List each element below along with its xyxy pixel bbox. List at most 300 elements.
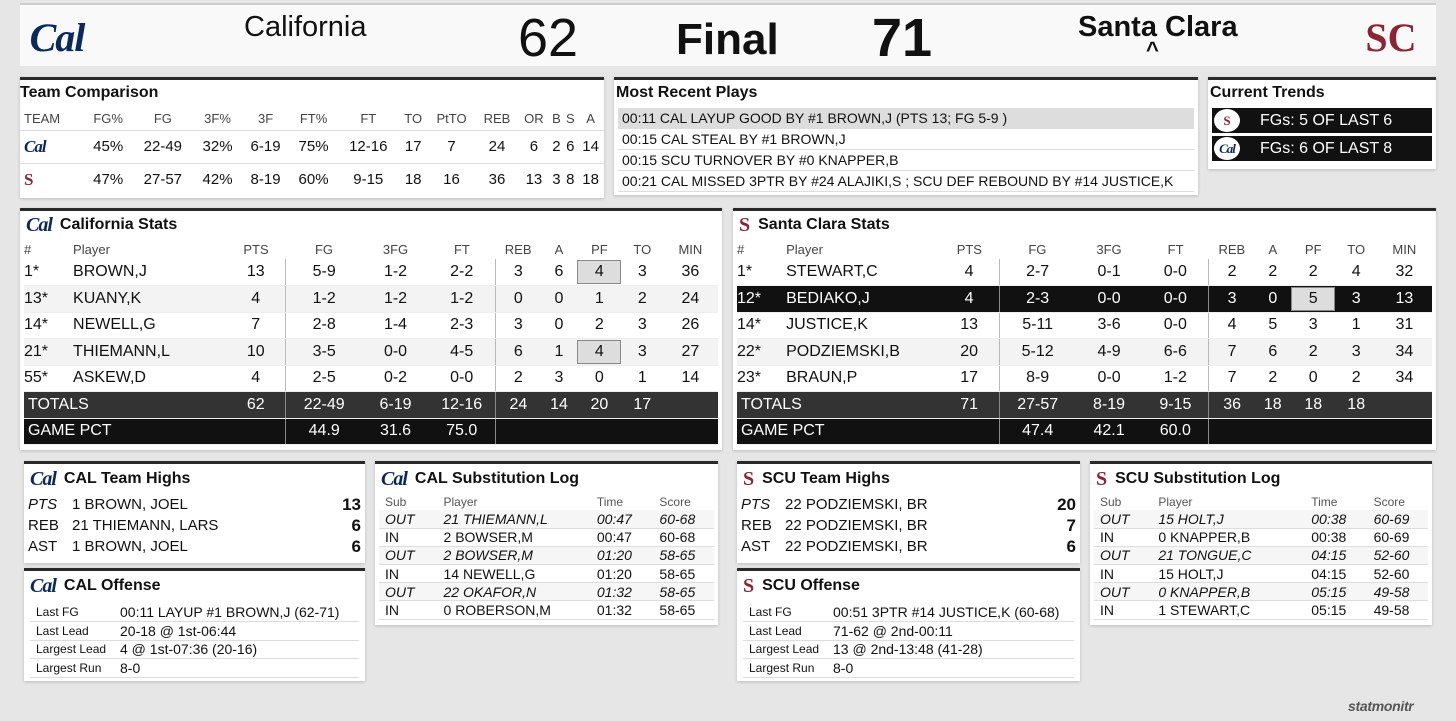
- high-row: [737, 494, 1080, 515]
- stat-cell: 0-0: [1142, 286, 1209, 313]
- scu-logo-icon: S: [743, 467, 755, 490]
- stat-cell: 2-7: [999, 259, 1076, 286]
- offense-row: [743, 659, 1074, 678]
- sub-row: [1094, 510, 1428, 528]
- cal-logo-icon: Cal: [381, 467, 407, 490]
- col-header: S: [565, 111, 575, 127]
- pct-cell: 60.0: [1142, 418, 1209, 445]
- stat-cell: 3: [622, 339, 663, 366]
- sub-cell: 49-58: [1368, 601, 1428, 619]
- offense-label: Last Lead: [30, 622, 114, 641]
- stat-cell: 0: [541, 312, 577, 339]
- stat-cell: 0: [1291, 365, 1336, 392]
- stat-cell: 13*: [24, 286, 73, 313]
- offense-value: 00:51 3PTR #14 JUSTICE,K (60-68): [827, 603, 1074, 622]
- stat-cell: 5-11: [999, 312, 1076, 339]
- santa-clara-stats-table: [737, 239, 1432, 445]
- stat-cell: 1-2: [362, 259, 428, 286]
- stat-cell: 24: [663, 286, 718, 313]
- trend-item: [1212, 136, 1432, 161]
- offense-label: Largest Run: [743, 659, 827, 678]
- current-trends-panel: [1208, 77, 1436, 169]
- stat-cell: 6-19: [242, 130, 290, 163]
- col-header: Player: [786, 241, 823, 257]
- sub-cell: 49-58: [1368, 583, 1428, 601]
- stat-cell: 0-0: [429, 365, 495, 392]
- play-item: 00:15 SCU TURNOVER BY #0 KNAPPER,B: [618, 150, 1194, 171]
- totals-row: [737, 392, 1432, 419]
- panel-title: [733, 211, 1436, 239]
- stat-cell: 12-16: [338, 130, 399, 163]
- stat-cell: 1-2: [429, 286, 495, 313]
- play-item: 00:15 CAL STEAL BY #1 BROWN,J: [618, 129, 1194, 150]
- stat-cell: 17: [940, 365, 999, 392]
- totals-cell: 36: [1209, 392, 1255, 419]
- scu-logo-icon: S: [1214, 109, 1240, 132]
- sub-cell: 0 KNAPPER,B: [1152, 583, 1305, 601]
- sub-cell: 05:15: [1305, 601, 1367, 619]
- panel-title-text: Santa Clara Stats: [758, 216, 890, 233]
- stat-cell: 4-5: [429, 339, 495, 366]
- pct-cell: 31.6: [362, 418, 428, 445]
- col-header: 3FG: [1096, 241, 1122, 257]
- stats-header-row: [737, 239, 1432, 259]
- stat-cell: 4-9: [1076, 339, 1143, 366]
- scu-highs-table: [737, 494, 1080, 557]
- col-header: A: [586, 111, 595, 127]
- stat-cell: 36: [663, 259, 718, 286]
- cal-offense-panel: [24, 568, 365, 681]
- player-row[interactable]: [24, 365, 718, 392]
- player-row[interactable]: [24, 339, 718, 366]
- sub-cell: 60-69: [1368, 528, 1428, 546]
- cal-team-highs-panel: [24, 461, 365, 563]
- sub-cell: OUT: [379, 546, 438, 564]
- panel-title: [24, 571, 365, 601]
- player-name: 22 PODZIEMSKI, BR: [785, 496, 928, 513]
- offense-value: 00:11 LAYUP #1 BROWN,J (62-71): [114, 603, 359, 622]
- stat-cell: 26: [663, 312, 718, 339]
- sub-cell: 1 STEWART,C: [1152, 601, 1305, 619]
- stat-cell: 4: [226, 286, 285, 313]
- sub-row: [1094, 528, 1428, 546]
- stat-cell: 0-0: [1142, 312, 1209, 339]
- stat-cell: 8-19: [242, 163, 290, 196]
- totals-cell: 71: [940, 392, 999, 419]
- col-header: Player: [73, 241, 110, 257]
- stat-cell: 2-8: [286, 312, 363, 339]
- sub-cell: 00:47: [591, 510, 654, 528]
- stat-cell: 34: [1377, 365, 1432, 392]
- cal-logo: Cal: [29, 14, 85, 60]
- stat-cell: NEWELL,G: [73, 312, 226, 339]
- totals-cell: 12-16: [429, 392, 495, 419]
- sub-row: [1094, 583, 1428, 601]
- stat-cell: 4: [940, 286, 999, 313]
- col-header: OR: [524, 111, 544, 127]
- high-row: [24, 515, 365, 536]
- stat-cell: 31: [1377, 312, 1432, 339]
- panel-title-text: CAL Substitution Log: [414, 470, 580, 487]
- player-row[interactable]: [737, 365, 1432, 392]
- stat-cell: 2: [1255, 259, 1291, 286]
- sub-cell: 58-65: [653, 583, 714, 601]
- totals-cell: 17: [622, 392, 663, 419]
- sub-cell: 0 KNAPPER,B: [1152, 528, 1305, 546]
- stat-value: 20: [1057, 494, 1076, 514]
- sub-row: [379, 546, 714, 564]
- player-row[interactable]: [737, 259, 1432, 286]
- stat-cell: 1-2: [286, 286, 363, 313]
- offense-row: [743, 603, 1074, 622]
- panel-title: [375, 464, 718, 494]
- col-header: MIN: [1392, 241, 1417, 257]
- stat-cell: 13: [940, 312, 999, 339]
- totals-cell: 9-15: [1142, 392, 1209, 419]
- sub-cell: IN: [1094, 601, 1152, 619]
- player-row[interactable]: [24, 259, 718, 286]
- stat-cell: 2-5: [286, 365, 363, 392]
- sub-cell: OUT: [1094, 583, 1152, 601]
- panel-title: Team Comparison: [20, 84, 159, 101]
- stat-cell: 32: [1377, 259, 1432, 286]
- col-header: A: [1268, 241, 1278, 257]
- totals-cell: 18: [1255, 392, 1291, 419]
- team-logo-cell: [20, 163, 84, 196]
- stat-cell: 5: [1255, 312, 1291, 339]
- sub-cell: IN: [1094, 565, 1152, 583]
- stat-cell: 16: [427, 163, 475, 196]
- stat-cell: 3-6: [1076, 312, 1143, 339]
- sub-row: [379, 583, 714, 601]
- sub-row: [379, 510, 714, 528]
- col-header: FG: [314, 241, 333, 257]
- stat-cell: 4: [940, 259, 999, 286]
- col-header: Sub: [1100, 495, 1122, 509]
- stat-cell: 0: [1255, 286, 1291, 313]
- player-row[interactable]: [24, 286, 718, 313]
- col-header: FG: [153, 111, 172, 127]
- col-header: REB: [504, 241, 532, 257]
- sub-cell: 52-60: [1368, 565, 1428, 583]
- panel-title: Current Trends: [1210, 84, 1325, 101]
- stat-cell: 2: [1255, 365, 1291, 392]
- player-row[interactable]: [737, 312, 1432, 339]
- stat-label: PTS: [741, 496, 771, 513]
- scu-substitution-table: [1094, 494, 1428, 620]
- stat-cell: 3: [495, 259, 541, 286]
- panel-title: [737, 464, 1080, 494]
- stat-cell: 2-2: [429, 259, 495, 286]
- sub-cell: 58-65: [653, 601, 714, 619]
- stat-cell: 0: [577, 365, 622, 392]
- sub-cell: 04:15: [1305, 565, 1367, 583]
- cal-logo-icon: Cal: [1214, 137, 1240, 160]
- high-row: [24, 536, 365, 557]
- high-row: [737, 536, 1080, 557]
- stat-cell: 4: [1209, 312, 1255, 339]
- col-header: Score: [1373, 495, 1405, 509]
- stat-cell: 3: [495, 312, 541, 339]
- stat-cell: 22-49: [132, 130, 193, 163]
- col-header: REB: [483, 111, 511, 127]
- stat-cell: BEDIAKO,J: [786, 286, 940, 313]
- stat-cell: 3: [1336, 339, 1377, 366]
- stat-value: 6: [351, 536, 361, 556]
- sub-cell: 01:20: [591, 546, 654, 564]
- stat-value: 6: [351, 515, 361, 535]
- col-header: FT: [360, 111, 377, 127]
- stat-label: REB: [741, 517, 772, 534]
- stat-cell: 6-6: [1142, 339, 1209, 366]
- sub-cell: IN: [379, 528, 438, 546]
- stat-cell: 1*: [737, 259, 786, 286]
- stat-cell: 20: [940, 339, 999, 366]
- away-team-name: Santa Clara: [1078, 11, 1238, 43]
- offense-label: Last Lead: [743, 622, 827, 641]
- home-score: 62: [518, 8, 579, 68]
- scoreboard-header: [20, 3, 1436, 66]
- panel-title-text: SCU Team Highs: [762, 470, 890, 487]
- sub-row: [379, 528, 714, 546]
- stat-label: PTS: [28, 496, 58, 513]
- stat-cell: 9-15: [338, 163, 399, 196]
- offense-label: Largest Run: [30, 659, 114, 678]
- foul-trouble-badge: 4: [577, 340, 621, 364]
- panel-title-text: SCU Substitution Log: [1115, 470, 1281, 487]
- sub-cell: 52-60: [1368, 546, 1428, 564]
- offense-row: [30, 640, 359, 659]
- col-header: MIN: [678, 241, 703, 257]
- offense-label: Largest Lead: [30, 640, 114, 659]
- stat-cell: 5-12: [999, 339, 1076, 366]
- player-row[interactable]: [737, 339, 1432, 366]
- stat-cell: THIEMANN,L: [73, 339, 226, 366]
- col-header: FT%: [299, 111, 328, 127]
- sub-cell: 22 OKAFOR,N: [438, 583, 591, 601]
- stat-cell: 55*: [24, 365, 73, 392]
- sub-cell: 60-68: [653, 510, 714, 528]
- stat-label: AST: [741, 538, 771, 555]
- stat-cell: 60%: [290, 163, 338, 196]
- stat-cell: 0: [495, 286, 541, 313]
- stat-cell: 7: [1209, 365, 1255, 392]
- panel-title: [1090, 464, 1432, 494]
- stat-cell: 14: [577, 130, 604, 163]
- stat-cell: 1-2: [362, 286, 428, 313]
- stat-cell: 75%: [290, 130, 338, 163]
- sub-row: [379, 565, 714, 583]
- stat-cell: 2: [1336, 365, 1377, 392]
- col-header: 3FG: [382, 241, 409, 257]
- offense-value: 8-0: [827, 659, 1074, 678]
- stat-cell: [1291, 286, 1336, 313]
- sub-cell: IN: [379, 565, 438, 583]
- game-status: Final: [676, 15, 779, 64]
- scu-substitution-log-panel: [1090, 461, 1432, 625]
- player-row[interactable]: [24, 312, 718, 339]
- statmonitr-logo[interactable]: statmonitr: [1348, 698, 1414, 714]
- california-stats-panel: [20, 208, 722, 450]
- stat-cell: ASKEW,D: [73, 365, 226, 392]
- stat-cell: 32%: [194, 130, 242, 163]
- col-header: FG: [1028, 241, 1047, 257]
- stat-cell: 4: [226, 365, 285, 392]
- totals-cell: 62: [226, 392, 285, 419]
- sub-cell: 14 NEWELL,G: [438, 565, 591, 583]
- team-logo-cell: [20, 130, 84, 163]
- sub-cell: 15 HOLT,J: [1152, 565, 1305, 583]
- stat-cell: 3: [550, 163, 564, 196]
- panel-title-text: CAL Offense: [63, 577, 161, 594]
- totals-cell: 6-19: [362, 392, 428, 419]
- high-row: [737, 515, 1080, 536]
- scu-logo: SC: [1365, 14, 1417, 60]
- stat-cell: 3: [1209, 286, 1255, 313]
- stat-cell: 8: [563, 163, 577, 196]
- stat-cell: 18: [399, 163, 428, 196]
- stat-cell: STEWART,C: [786, 259, 940, 286]
- expand-caret-icon[interactable]: ^: [1146, 37, 1159, 62]
- pct-cell: 42.1: [1076, 418, 1143, 445]
- offense-value: 8-0: [114, 659, 359, 678]
- panel-title: Most Recent Plays: [616, 84, 758, 101]
- scu-logo-icon: S: [24, 169, 34, 189]
- player-name: 22 PODZIEMSKI, BR: [785, 517, 928, 534]
- totals-label: TOTALS: [24, 392, 226, 419]
- stat-cell: 0-0: [1142, 259, 1209, 286]
- sub-cell: 01:32: [591, 583, 654, 601]
- stat-cell: 1-4: [362, 312, 428, 339]
- subs-header-row: [1094, 494, 1428, 510]
- player-name: 21 THIEMANN, LARS: [72, 517, 219, 534]
- stat-cell: JUSTICE,K: [786, 312, 940, 339]
- stat-label: REB: [28, 517, 59, 534]
- scu-logo-icon: S: [739, 213, 751, 236]
- stat-cell: 22*: [737, 339, 786, 366]
- stat-cell: 13: [518, 163, 549, 196]
- scu-team-highs-panel: [737, 461, 1080, 563]
- home-team-name: California: [244, 11, 367, 43]
- stat-value: 6: [1066, 536, 1076, 556]
- pct-cell: 75.0: [429, 418, 495, 445]
- col-header: PF: [1304, 241, 1322, 257]
- sub-cell: 58-65: [653, 546, 714, 564]
- col-header: #: [737, 241, 745, 257]
- player-row[interactable]: [737, 286, 1432, 313]
- offense-row: [30, 603, 359, 622]
- col-header: A: [554, 241, 564, 257]
- stat-cell: 6: [495, 339, 541, 366]
- player-name: 1 BROWN, JOEL: [72, 538, 188, 555]
- sub-cell: 00:47: [591, 528, 654, 546]
- stat-cell: 1: [622, 365, 663, 392]
- stat-cell: 1: [541, 339, 577, 366]
- stat-label: AST: [28, 538, 58, 555]
- offense-label: Largest Lead: [743, 640, 827, 659]
- col-header: Player: [443, 495, 478, 509]
- stat-value: 7: [1066, 515, 1076, 535]
- sub-cell: 01:32: [591, 601, 654, 619]
- stat-cell: 0-2: [362, 365, 428, 392]
- sub-cell: 2 BOWSER,M: [438, 546, 591, 564]
- stat-cell: 27: [663, 339, 718, 366]
- stat-cell: 2: [577, 312, 622, 339]
- offense-row: [743, 622, 1074, 641]
- stat-cell: 0-1: [1076, 259, 1143, 286]
- stat-cell: 17: [399, 130, 428, 163]
- stat-cell: 2: [1209, 259, 1255, 286]
- team-comparison-panel: [20, 77, 604, 198]
- sub-row: [1094, 601, 1428, 619]
- col-header: PTS: [956, 241, 982, 257]
- col-header: #: [24, 241, 32, 257]
- offense-value: 20-18 @ 1st-06:44: [114, 622, 359, 641]
- game-pct-row: [737, 418, 1432, 445]
- stat-cell: 3: [1291, 312, 1336, 339]
- stat-cell: 14: [663, 365, 718, 392]
- recent-plays-panel: [614, 77, 1198, 195]
- stat-cell: 1-2: [1142, 365, 1209, 392]
- sub-cell: 05:15: [1305, 583, 1367, 601]
- stat-cell: 5-9: [286, 259, 363, 286]
- scu-logo-icon: S: [743, 574, 755, 597]
- comparison-table: [20, 108, 604, 196]
- stat-cell: BRAUN,P: [786, 365, 940, 392]
- stat-cell: 6: [563, 130, 577, 163]
- stat-cell: 7: [427, 130, 475, 163]
- stat-cell: 13: [226, 259, 285, 286]
- sub-cell: OUT: [379, 583, 438, 601]
- cal-logo-icon: Cal: [30, 467, 56, 490]
- stat-cell: 42%: [194, 163, 242, 196]
- col-header: Player: [1158, 495, 1193, 509]
- stat-cell: KUANY,K: [73, 286, 226, 313]
- panel-title: [20, 211, 722, 239]
- col-header: TO: [404, 111, 423, 127]
- trend-text: FGs: 5 OF LAST 6: [1260, 111, 1393, 129]
- stat-cell: 6: [518, 130, 549, 163]
- stat-cell: 0: [541, 286, 577, 313]
- stat-cell: [577, 259, 622, 286]
- sub-row: [1094, 565, 1428, 583]
- stat-cell: 3-5: [286, 339, 363, 366]
- stat-cell: 1: [577, 286, 622, 313]
- comparison-row: [20, 163, 604, 196]
- sub-cell: 00:38: [1305, 528, 1367, 546]
- pct-empty-cell: [495, 418, 718, 445]
- stat-cell: 0-0: [362, 339, 428, 366]
- stat-value: 13: [342, 494, 361, 514]
- col-header: FT: [453, 241, 470, 257]
- trend-item: [1212, 108, 1432, 133]
- sub-cell: 21 TONGUE,C: [1152, 546, 1305, 564]
- panel-title: [737, 571, 1080, 601]
- totals-cell: 24: [495, 392, 541, 419]
- sub-row: [1094, 546, 1428, 564]
- panel-title-text: California Stats: [59, 216, 178, 233]
- stat-cell: 1*: [24, 259, 73, 286]
- stat-cell: 12*: [737, 286, 786, 313]
- foul-trouble-badge: 5: [1291, 287, 1335, 311]
- offense-row: [743, 640, 1074, 659]
- sub-cell: 60-69: [1368, 510, 1428, 528]
- stat-cell: 0-0: [1076, 286, 1143, 313]
- stat-cell: 45%: [84, 130, 132, 163]
- stat-cell: 47%: [84, 163, 132, 196]
- stat-cell: 21*: [24, 339, 73, 366]
- game-pct-row: [24, 418, 718, 445]
